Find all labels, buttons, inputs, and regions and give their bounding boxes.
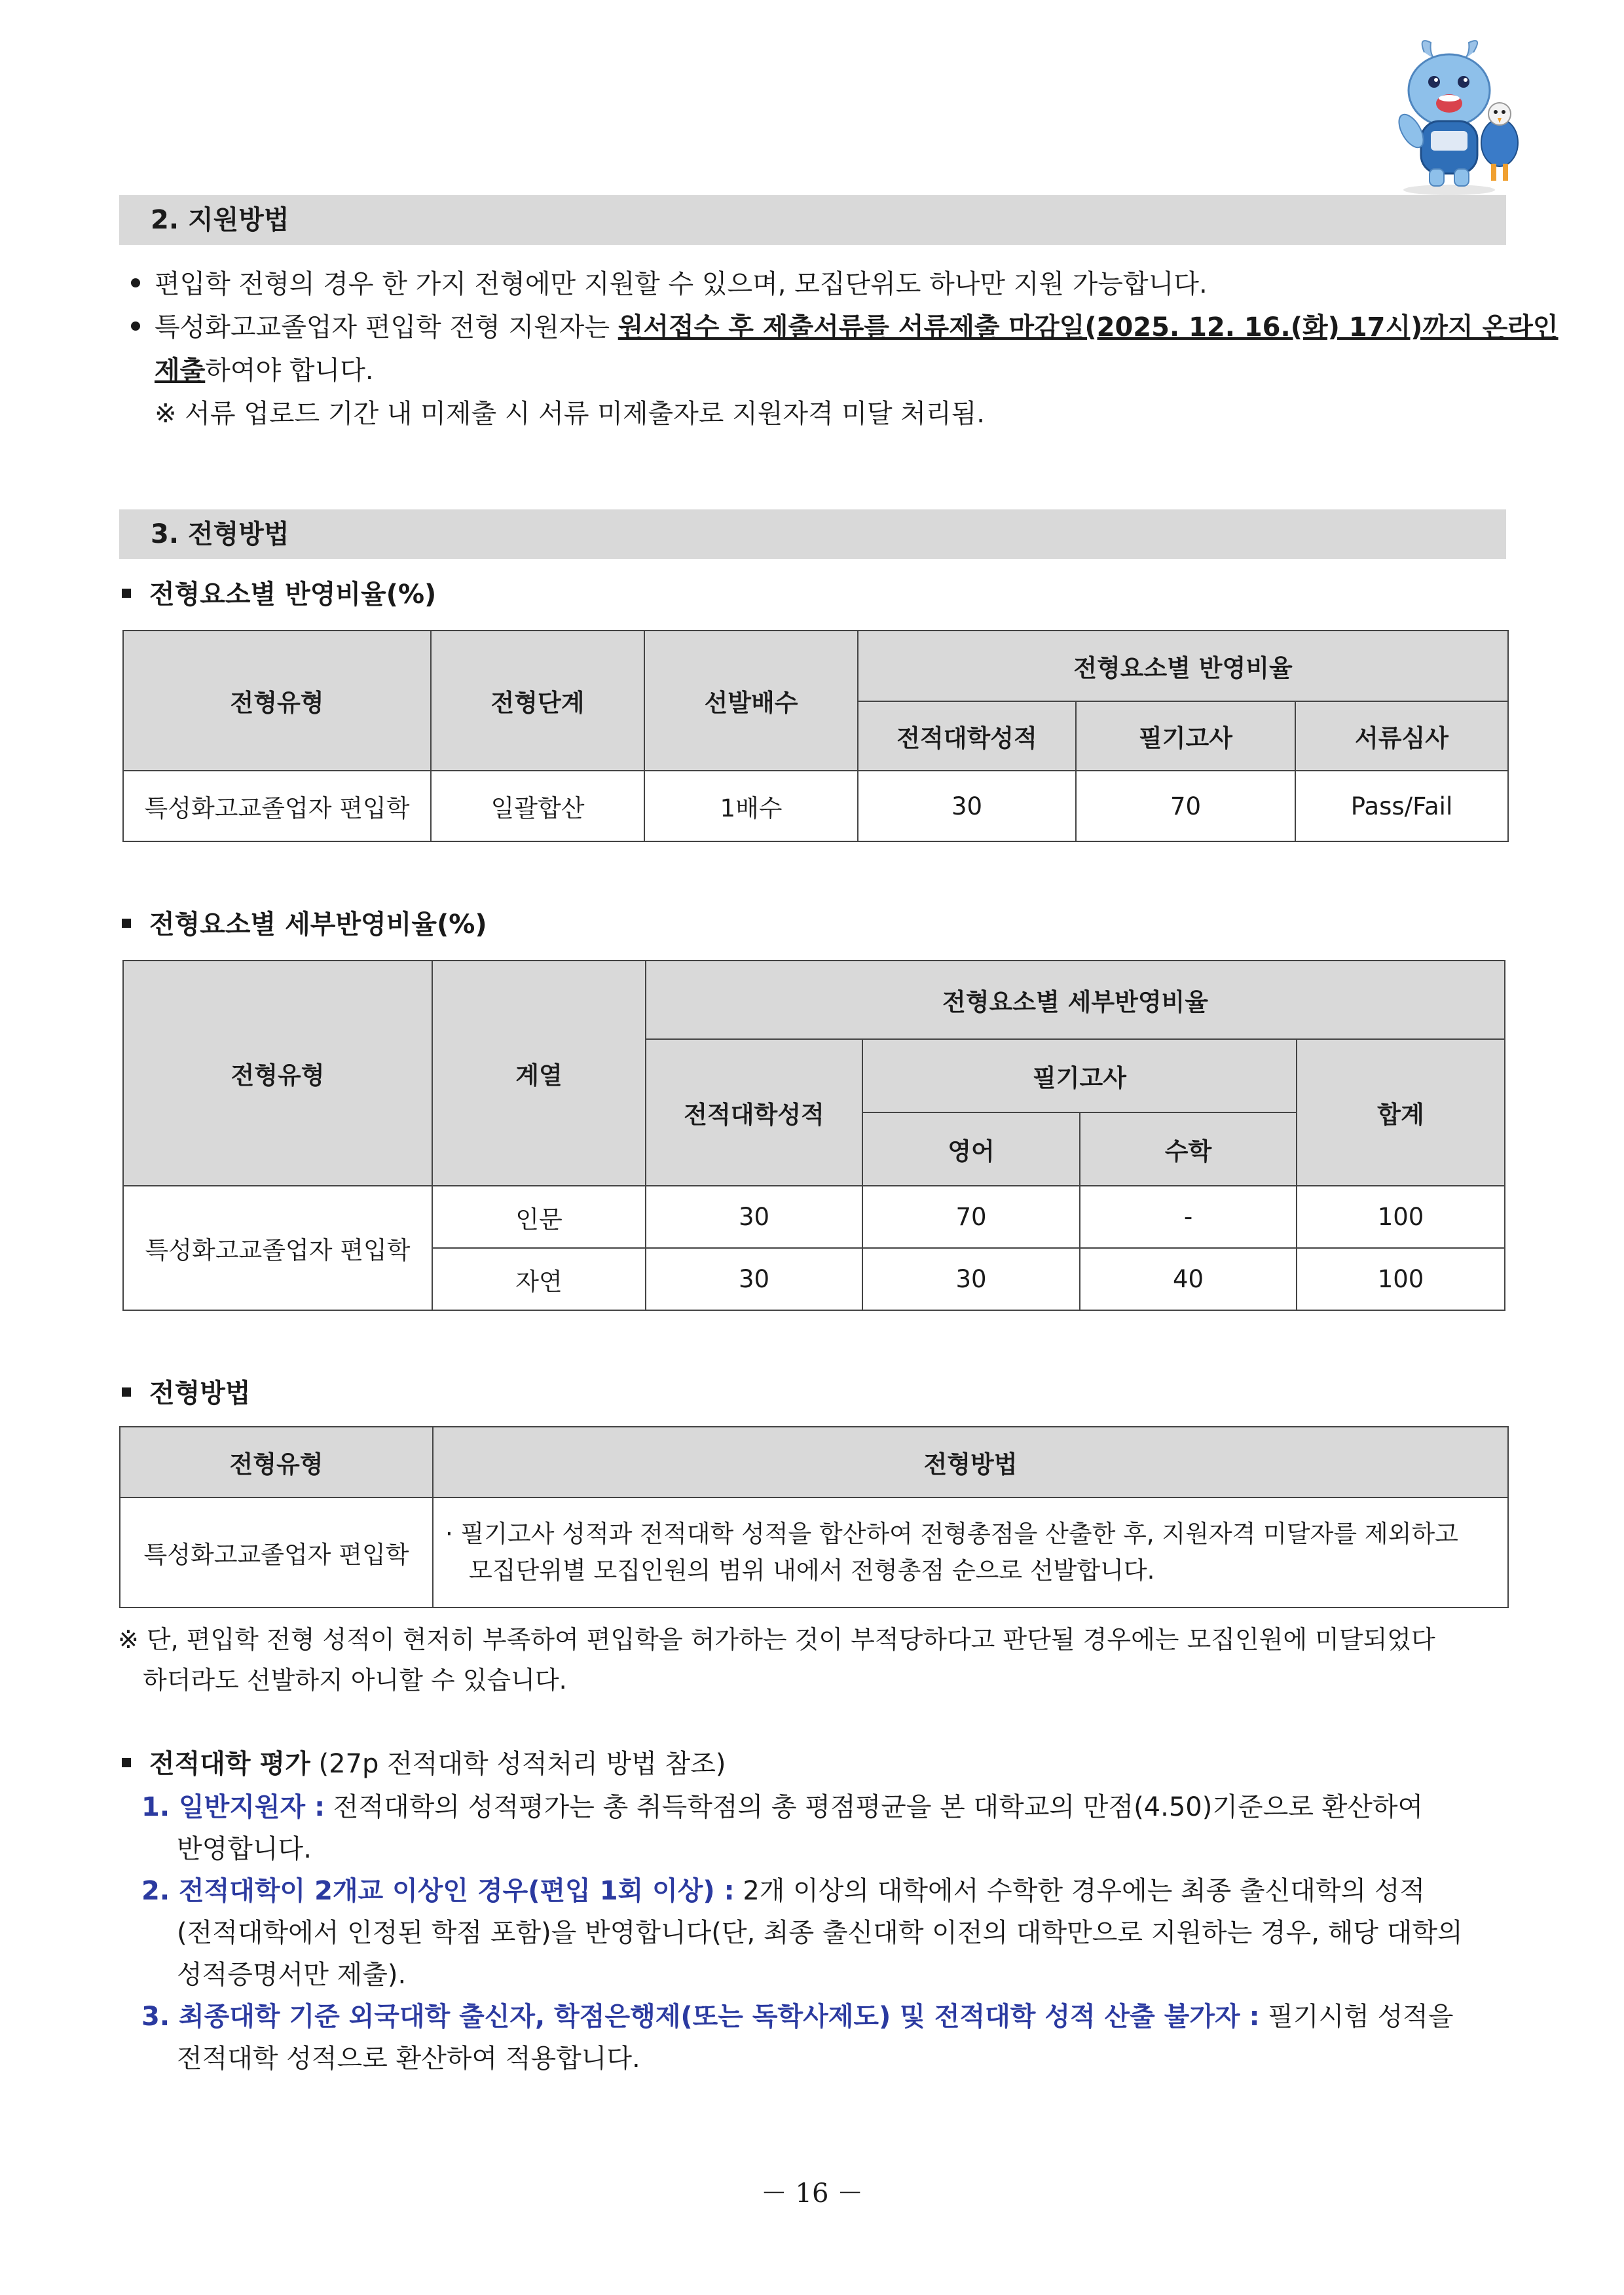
table-row: 특성화고교졸업자 편입학 일괄합산 1배수 30 70 Pass/Fail [123, 771, 1508, 841]
th-multiple: 선발배수 [644, 631, 858, 771]
th-docs: 서류심사 [1295, 701, 1508, 771]
bullet-icon [131, 278, 140, 287]
eval-item-multiple-cont2: 성적증명서만 제출). [177, 1960, 407, 1990]
bullet-document-deadline-cont: 제출하여야 합니다. [155, 356, 374, 386]
square-bullet-icon [122, 1758, 131, 1767]
section-title-selection-method: 3. 전형방법 [119, 509, 1506, 559]
bullet-document-deadline: 특성화고교졸업자 편입학 전형 지원자는 원서접수 후 제출서류를 서류제출 마감일(2025. 12. 16.(화) 17시)까지 온라인 [131, 309, 1559, 346]
th-written: 필기고사 [1076, 701, 1295, 771]
mascot-illustration [1385, 33, 1529, 196]
eval-item-foreign-cont: 전적대학 성적으로 환산하여 적용합니다. [177, 2044, 640, 2074]
square-bullet-icon [122, 919, 131, 928]
eval-item-general: 1. 일반지원자 : 전적대학의 성적평가는 총 취득학점의 총 평점평균을 본 대학교의 만점(4.50)기준으로 환산하여 [141, 1792, 1424, 1822]
note-upload: ※ 서류 업로드 기간 내 미제출 시 서류 미제출자로 지원자격 미달 처리됨. [155, 399, 986, 429]
th-field: 계열 [432, 961, 646, 1186]
th-stage: 전형단계 [431, 631, 644, 771]
table3-heading: 전형방법 [122, 1375, 251, 1412]
table-ratio [122, 630, 1509, 842]
note-shortage-line1: ※ 단, 편입학 전형 성적이 현저히 부족하여 편입학을 허가하는 것이 부적당하다고 판단될 경우에는 모집인원에 미달되었다 [118, 1625, 1435, 1654]
th-written: 필기고사 [862, 1039, 1297, 1112]
eval-item-multiple: 2. 전적대학이 2개교 이상인 경우(편입 1회 이상) : 2개 이상의 대학에서 수학한 경우에는 최종 출신대학의 성적 [141, 1876, 1426, 1906]
table1-heading: 전형요소별 반영비율(%) [122, 576, 436, 613]
th-ratio-group: 전형요소별 반영비율 [858, 631, 1508, 701]
th-type: 전형유형 [123, 631, 431, 771]
eval-item-multiple-cont1: (전적대학에서 인정된 학점 포함)을 반영합니다(단, 최종 출신대학 이전의 대학만으로 지원하는 경우, 해당 대학의 [177, 1918, 1463, 1948]
th-type: 전형유형 [120, 1427, 433, 1497]
square-bullet-icon [122, 1387, 131, 1397]
th-math: 수학 [1080, 1112, 1297, 1186]
th-detail-group: 전형요소별 세부반영비율 [646, 961, 1505, 1039]
note-shortage-line2: 하더라도 선발하지 아니할 수 있습니다. [143, 1666, 567, 1695]
eval-item-general-cont: 반영합니다. [177, 1834, 312, 1864]
eval-item-foreign: 3. 최종대학 기준 외국대학 출신자, 학점은행제(또는 독학사제도) 및 전적대학 성적 산출 불가자 : 필기시험 성적을 [141, 2002, 1454, 2032]
th-total: 합계 [1297, 1039, 1505, 1186]
th-prev-grade: 전적대학성적 [646, 1039, 862, 1186]
th-prev-grade: 전적대학성적 [858, 701, 1076, 771]
page-number: － 16 － [760, 2178, 864, 2209]
section-title-apply-method: 2. 지원방법 [119, 195, 1506, 245]
table2-heading: 전형요소별 세부반영비율(%) [122, 906, 487, 943]
evaluation-heading: 전적대학 평가 (27p 전적대학 성적처리 방법 참조) [122, 1746, 726, 1782]
table-row: 자연 30 30 40 100 [123, 1248, 1505, 1310]
table-row: 특성화고교졸업자 편입학 · 필기고사 성적과 전적대학 성적을 합산하여 전형총점을 산출한 후, 지원자격 미달자를 제외하고 모집단위별 모집인원의 범위 내에서 전형총점 순으로 선발합니다. [120, 1497, 1508, 1607]
bullet-single-application: 편입학 전형의 경우 한 가지 전형에만 지원할 수 있으며, 모집단위도 하나만 지원 가능합니다. [131, 266, 1208, 303]
bullet-icon [131, 321, 140, 331]
method-description: · 필기고사 성적과 전적대학 성적을 합산하여 전형총점을 산출한 후, 지원자격 미달자를 제외하고 모집단위별 모집인원의 범위 내에서 전형총점 순으로 선발합니다. [433, 1497, 1508, 1607]
table-detail-ratio [122, 960, 1505, 1311]
table-method [119, 1426, 1509, 1608]
table-row: 특성화고교졸업자 편입학 인문 30 70 - 100 [123, 1186, 1505, 1248]
th-type: 전형유형 [123, 961, 432, 1186]
th-method: 전형방법 [433, 1427, 1508, 1497]
th-english: 영어 [862, 1112, 1080, 1186]
square-bullet-icon [122, 589, 131, 598]
